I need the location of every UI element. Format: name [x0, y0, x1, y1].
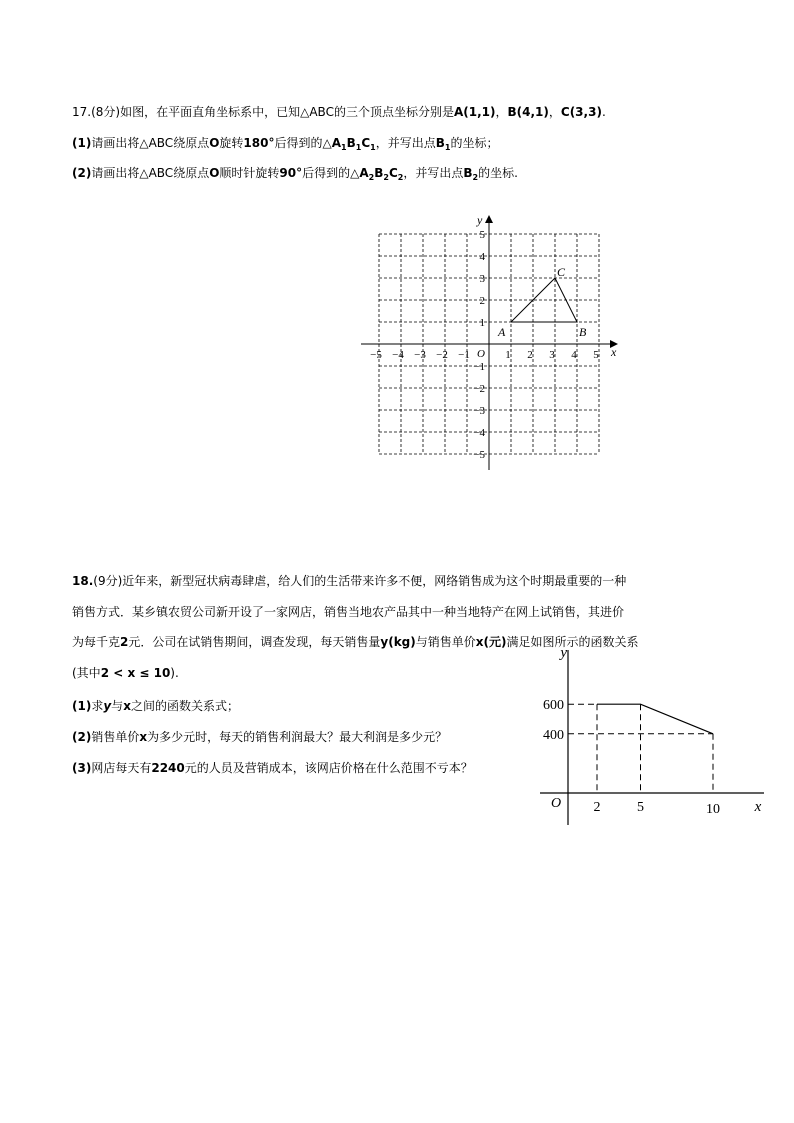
q18-part1: (1)求y与x之间的函数关系式；	[72, 699, 239, 713]
q18-part3: (3)网店每天有2240元的人员及营销成本，该网店价格在什么范围不亏本？	[72, 761, 473, 775]
q18-number: 18.	[72, 574, 94, 588]
function-graph-chart	[528, 640, 778, 835]
coordinate-grid-chart	[350, 205, 630, 480]
y-tick-label: −3	[473, 405, 485, 417]
axes	[540, 650, 764, 825]
y-tick-label: 2	[479, 295, 485, 307]
x-tick-label: 1	[505, 349, 511, 361]
point-label-c: C	[557, 265, 566, 279]
x-tick-label: 5	[593, 349, 599, 361]
x-axis-label: x	[754, 799, 762, 815]
x-tick-label: 4	[571, 349, 577, 361]
x-tick-label: −3	[414, 349, 426, 361]
y-tick-label: 1	[479, 317, 485, 329]
x-tick-label: −1	[458, 349, 470, 361]
function-line	[597, 704, 713, 734]
y-tick-label: −1	[473, 361, 485, 373]
x-tick-2: 2	[593, 800, 601, 815]
y-tick-600: 600	[543, 698, 564, 714]
x-axis-label: x	[611, 345, 617, 359]
q18-line3: 为每千克2元．公司在试销售期间，调查发现，每天销售量y(kg)与销售单价x(元)满足如图所示的函数关系	[72, 635, 639, 649]
x-tick-label: −4	[392, 349, 404, 361]
y-tick-label: −4	[473, 427, 485, 439]
q17-number: 17.	[72, 105, 92, 119]
tick-labels	[370, 229, 599, 461]
y-axis-label: y	[560, 645, 567, 661]
point-label-a: A	[498, 325, 506, 339]
point-label-b: B	[579, 325, 587, 339]
y-tick-400: 400	[543, 727, 564, 743]
function-polyline	[597, 704, 713, 734]
x-tick-10: 10	[706, 802, 720, 817]
q17-score: (8分)	[91, 105, 121, 119]
dashed-guides	[568, 704, 713, 793]
x-tick-5: 5	[637, 800, 644, 815]
q18-line4: (其中2 < x ≤ 10).	[72, 666, 179, 680]
y-tick-label: 4	[479, 251, 485, 263]
q18-line2: 销售方式．某乡镇农贸公司新开设了一家网店，销售当地农产品其中一种当地特产在网上试销售，其进价	[72, 605, 625, 619]
origin-label: O	[550, 796, 562, 811]
y-tick-label: 5	[479, 229, 485, 241]
x-tick-label: −2	[436, 349, 448, 361]
q18-line1: 18.(9分)近年来，新型冠状病毒肆虐，给人们的生活带来许多不便，网络销售成为这个时期最重要的一种	[72, 574, 627, 588]
origin-label: O	[477, 348, 485, 360]
q17-stem: 17.(8分)如图，在平面直角坐标系中，已知△ABC的三个顶点坐标分别是A(1,1)，B(4,1)，C(3,3).	[72, 105, 606, 119]
y-tick-label: −2	[473, 383, 485, 395]
y-tick-label: 3	[479, 273, 485, 285]
q17-part2: (2)请画出将△ABC绕原点O顺时针旋转90°后得到的$\triangle A_2B_2C_2$，并写出点$B_2$的坐标.	[72, 166, 518, 182]
x-tick-label: −5	[370, 349, 382, 361]
y-axis-label: y	[477, 213, 483, 227]
q18-part2: (2)销售单价x为多少元时，每天的销售利润最大？最大利润是多少元？	[72, 730, 448, 744]
q18-score: (9分)	[93, 574, 123, 588]
x-tick-label: 2	[527, 349, 533, 361]
q17-part1: (1)请画出将△ABC绕原点O旋转180°后得到的$\triangle A_1B_1C_1$，并写出点$B_1$的坐标；	[72, 136, 499, 152]
y-tick-label: −5	[473, 449, 485, 461]
x-tick-label: 3	[549, 349, 555, 361]
